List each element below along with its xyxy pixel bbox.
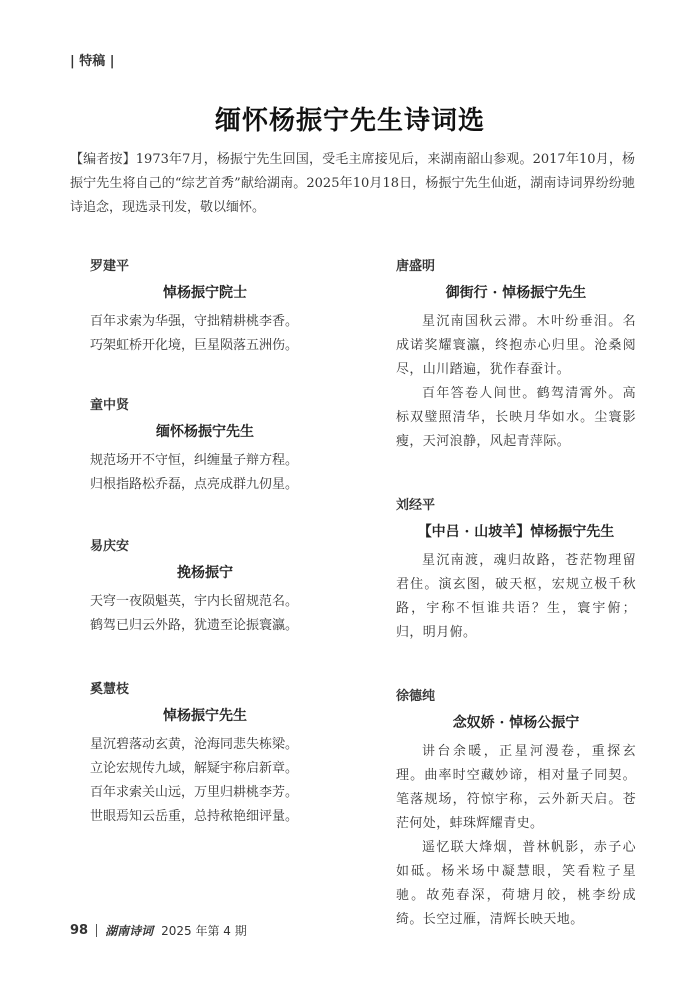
- poem-paragraph: 百年答卷人间世。鹤驾清霄外。高标双璧照清华，长映月华如水。尘寰影瘦，天河浪静，风起青萍际。: [396, 386, 636, 449]
- poem-paragraph: 遥忆联大烽烟，普林帆影，赤子心如砥。杨米场中凝慧眼，笑看粒子星驰。故苑春深，荷塘月皎，桃李纷成绮。长空过雁，清辉长映天地。: [396, 840, 636, 927]
- poem-author: 刘经平: [396, 498, 436, 513]
- poem-paragraph: 星沉南渡，魂归故路，苍茫物理留君住。演玄图，破天枢，宏规立极千秋路，宇称不恒谁共语？生，寰宇俯；归，明月俯。: [396, 553, 636, 640]
- page-number: 98: [70, 923, 89, 938]
- magazine-logo: 湖南诗词: [105, 924, 154, 938]
- poem-author: 易庆安: [90, 539, 130, 554]
- poem-title: 念奴娇 · 悼杨公振宁: [452, 715, 580, 731]
- page-title: 缅怀杨振宁先生诗词选: [214, 106, 485, 136]
- poem-title: 挽杨振宁: [177, 565, 233, 581]
- poem-line: 立论宏规传九域，解疑宇称启新章。: [90, 761, 299, 776]
- poem-line: 天穹一夜陨魁英，宇内长留规范名。: [90, 594, 299, 609]
- poem: [90, 255, 320, 358]
- poem-author: 罗建平: [90, 259, 130, 274]
- poem-line: 鹤驾已归云外路，犹遗至论振寰瀛。: [90, 618, 299, 633]
- poem-author: 奚慧枝: [90, 682, 130, 697]
- poem-line: 百年求索为华强，守拙精耕桃李香。: [90, 314, 299, 329]
- poem: [396, 494, 636, 645]
- poem-author: 童中贤: [90, 398, 130, 413]
- page-footer: [70, 922, 247, 939]
- poem-paragraph: 星沉南国秋云滞。木叶纷垂泪。名成诺奖耀寰瀛，终抱赤心归里。沧桑阅尽，山川踏遍，犹作春蚕计。: [396, 314, 636, 377]
- left-column: [90, 255, 320, 829]
- poem-title: 缅怀杨振宁先生: [156, 424, 254, 440]
- poem: [90, 535, 320, 638]
- poem-line: 归根指路松乔磊，点亮成群九仞星。: [90, 477, 299, 492]
- poem-title: 悼杨振宁院士: [163, 285, 247, 301]
- poem-title: 御街行 · 悼杨振宁先生: [445, 285, 587, 301]
- poem-line: 巧架虹桥开化境，巨星陨落五洲伤。: [90, 338, 299, 353]
- poem-title: 悼杨振宁先生: [163, 708, 247, 724]
- poem-line: 规范场开不守恒，纠缠量子辩方程。: [90, 453, 299, 468]
- right-column: [396, 255, 636, 932]
- poem-paragraph: 讲台余暖，正星河漫卷，重探玄理。曲率时空藏妙谛，相对量子同契。笔落规场，符惊宇称，云外新天启。苍茫何处，蚌珠辉耀青史。: [396, 744, 636, 831]
- issue-label: 2025 年第 4 期: [161, 924, 247, 938]
- editor-note: 【编者按】1973年7月，杨振宁先生回国，受毛主席接见后，来湖南韶山参观。2017年10月，杨振宁先生将自己的“综艺首秀”献给湖南。2025年10月18日，杨振宁先生仙逝，湖南诗词界纷纷驰诗追念，现选录刊发，敬以缅怀。: [70, 152, 635, 215]
- poem: [396, 685, 636, 932]
- poem-line: 世眼焉知云岳重，总持秾艳细评量。: [90, 809, 299, 824]
- poem-line: 百年求索关山远，万里归耕桃李芳。: [90, 785, 299, 800]
- section-tag: | 特稿 |: [70, 54, 115, 69]
- poem-title: 【中吕 · 山坡羊】悼杨振宁先生: [417, 524, 615, 540]
- poem-author: 唐盛明: [396, 259, 436, 274]
- poem: [90, 678, 320, 829]
- poem-line: 星沉碧落动玄黄，沧海同悲失栋梁。: [90, 737, 299, 752]
- poem-author: 徐德纯: [396, 689, 436, 704]
- poem: [396, 255, 636, 454]
- footer-divider: [96, 924, 97, 937]
- poem: [90, 394, 320, 497]
